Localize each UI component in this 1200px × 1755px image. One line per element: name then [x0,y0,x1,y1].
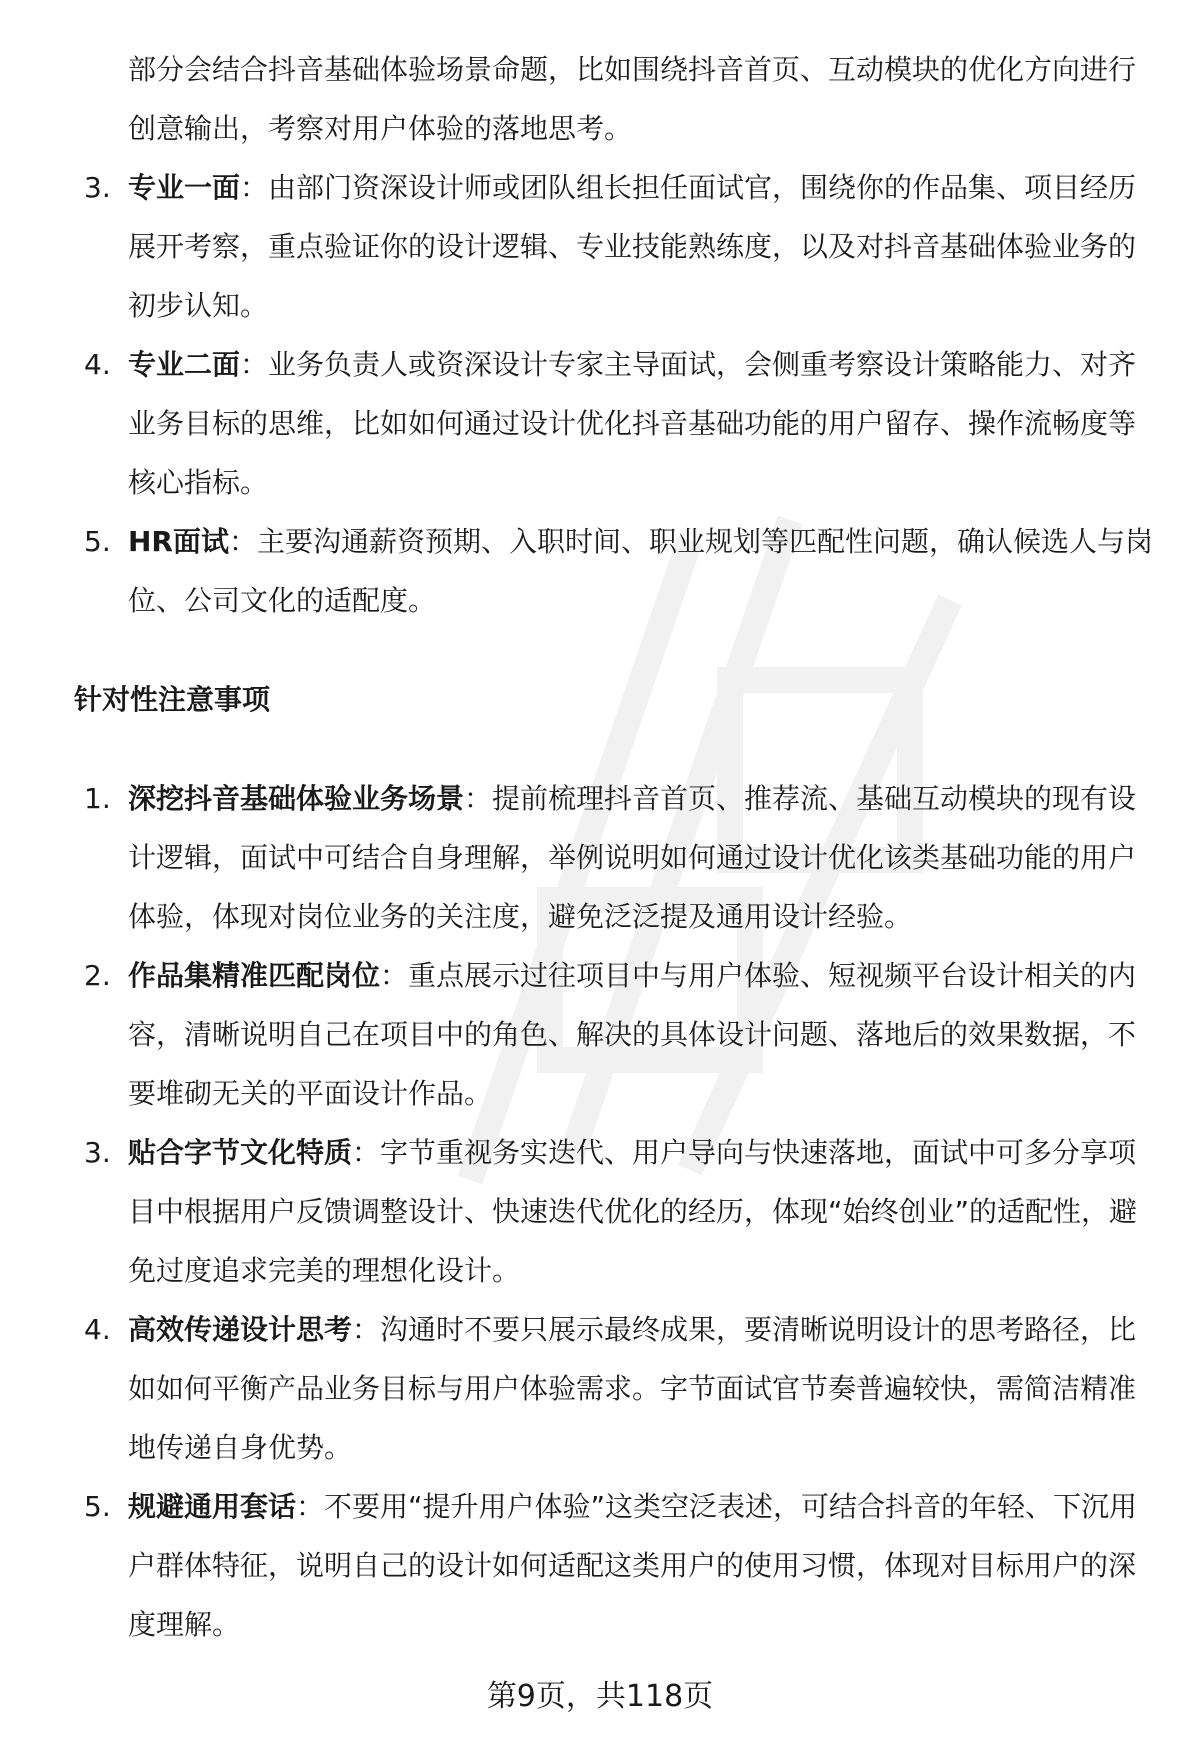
item-desc: ：提前梳理抖音首页、推荐流、基础互动模块的现有设计逻辑，面试中可结合自身理解，举例说明如何通过设计优化该类基础功能的用户体验，体现对岗位业务的关注度，避免泛泛提及通用设计经验。 [128,782,1137,933]
item-term: 贴合字节文化特质 [128,1136,353,1169]
item-term: 规避通用套话 [128,1490,297,1523]
item-desc: ：由部门资深设计师或团队组长担任面试官，围绕你的作品集、项目经历展开考察，重点验证你的设计逻辑、专业技能熟练度，以及对抖音基础体验业务的初步认知。 [128,171,1137,322]
item-term: 作品集精准匹配岗位 [128,959,381,992]
item-number: 5. [84,525,111,558]
list-item [0,335,1200,512]
item-desc: ：重点展示过往项目中与用户体验、短视频平台设计相关的内容，清晰说明自己在项目中的角色、解决的具体设计问题、落地后的效果数据，不要堆砌无关的平面设计作品。 [128,959,1137,1110]
page-number-footer: 第9页，共118页 [486,1679,714,1714]
item-term: 高效传递设计思考 [128,1313,353,1346]
list-item [0,769,1200,946]
item-number: 3. [84,171,111,204]
item-desc: ：主要沟通薪资预期、入职时间、职业规划等匹配性问题，确认候选人与岗位、公司文化的适配度。 [128,525,1154,617]
list-item [0,1477,1200,1654]
list-item [0,158,1200,335]
item-term: 专业二面 [128,348,241,381]
item-term: 专业一面 [128,171,241,204]
item-number: 3. [84,1136,111,1169]
item-desc: ：沟通时不要只展示最终成果，要清晰说明设计的思考路径，比如如何平衡产品业务目标与用户体验需求。字节面试官节奏普遍较快，需简洁精准地传递自身优势。 [128,1313,1137,1464]
item-number: 1. [84,782,111,815]
item-number: 4. [84,348,111,381]
notes-list [0,769,1200,1654]
list-item [0,1123,1200,1300]
content-area [0,40,1200,1654]
item-desc: ：业务负责人或资深设计专家主导面试，会侧重考察设计策略能力、对齐业务目标的思维，比如如何通过设计优化抖音基础功能的用户留存、操作流畅度等核心指标。 [128,348,1137,499]
item-number: 2. [84,959,111,992]
section-heading: 针对性注意事项 [74,683,271,716]
list-item [0,946,1200,1123]
item-term: 深挖抖音基础体验业务场景 [128,782,465,815]
list-item [0,1300,1200,1477]
interview-steps-list [0,158,1200,630]
list-item [0,512,1200,630]
item-number: 5. [84,1490,111,1523]
intro-continuation: 部分会结合抖音基础体验场景命题，比如围绕抖音首页、互动模块的优化方向进行创意输出，考察对用户体验的落地思考。 [128,53,1137,145]
item-desc: ：不要用“提升用户体验”这类空泛表述，可结合抖音的年轻、下沉用户群体特征，说明自己的设计如何适配这类用户的使用习惯，体现对目标用户的深度理解。 [128,1490,1138,1641]
item-desc: ：字节重视务实迭代、用户导向与快速落地，面试中可多分享项目中根据用户反馈调整设计、快速迭代优化的经历，体现“始终创业”的适配性，避免过度追求完美的理想化设计。 [128,1136,1138,1287]
item-term: HR面试 [128,525,229,558]
item-number: 4. [84,1313,111,1346]
